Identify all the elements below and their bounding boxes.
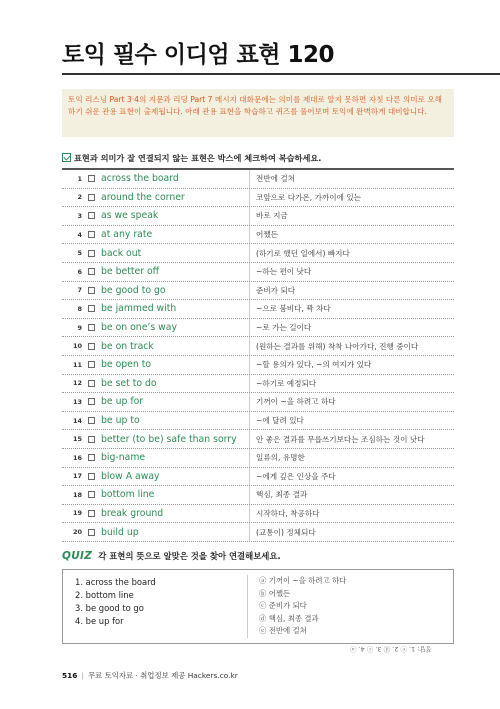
idiom-table [62, 168, 454, 542]
column-divider [249, 468, 250, 486]
review-checkbox[interactable] [88, 324, 95, 331]
row-number: 16 [72, 453, 82, 462]
review-checkbox[interactable] [88, 194, 95, 201]
row-number: 13 [72, 397, 82, 406]
quiz-questions [75, 576, 156, 628]
idiom-term: be up for [101, 396, 144, 408]
review-checkbox[interactable] [88, 212, 95, 219]
quiz-question: 3. be good to go [75, 603, 144, 613]
review-checkbox[interactable] [88, 175, 95, 182]
idiom-term: be open to [101, 359, 152, 371]
quiz-answer: 정답: 1. ⓔ 2. ⓓ 3. ⓒ 4. ⓐ [350, 645, 433, 653]
review-checkbox[interactable] [88, 529, 95, 536]
table-row [62, 412, 454, 431]
row-number: 7 [77, 286, 82, 295]
quiz-option: ⓒ 준비가 되다 [259, 601, 307, 610]
table-row [62, 263, 454, 282]
idiom-term: as we speak [101, 210, 159, 222]
column-divider [249, 375, 250, 393]
quiz-options [259, 575, 346, 638]
row-number: 17 [72, 472, 82, 481]
table-row [62, 319, 454, 338]
column-divider [249, 393, 250, 411]
quiz-question: 4. be up for [75, 616, 124, 626]
quiz-option: ⓐ 기꺼이 ~을 하려고 하다 [259, 576, 347, 585]
review-checkbox[interactable] [88, 417, 95, 424]
idiom-meaning: ~에게 깊은 인상을 주다 [256, 471, 336, 481]
title-divider [62, 73, 500, 75]
review-checkbox[interactable] [88, 287, 95, 294]
column-divider [249, 282, 250, 300]
review-checkbox[interactable] [88, 398, 95, 405]
quiz-box [62, 569, 454, 644]
idiom-term: be set to do [101, 377, 157, 389]
review-checkbox[interactable] [88, 250, 95, 257]
idiom-meaning: 시작하다, 착공하다 [256, 508, 320, 518]
quiz-label: QUIZ [62, 550, 93, 562]
column-divider [249, 337, 250, 355]
table-row [62, 356, 454, 375]
table-row [62, 505, 454, 524]
review-checkbox[interactable] [88, 510, 95, 517]
idiom-term: be on one’s way [101, 322, 177, 334]
quiz-heading [62, 550, 281, 562]
table-row [62, 449, 454, 468]
idiom-meaning: 일류의, 유명한 [256, 453, 305, 463]
column-divider [249, 300, 250, 318]
row-number: 1 [77, 174, 82, 183]
table-row [62, 244, 454, 263]
idiom-meaning: ~로 가는 길이다 [256, 323, 312, 333]
review-checkbox[interactable] [88, 361, 95, 368]
idiom-term: be jammed with [101, 303, 177, 315]
row-number: 14 [72, 416, 82, 425]
review-checkbox[interactable] [88, 491, 95, 498]
column-divider [249, 170, 250, 188]
row-number: 20 [72, 528, 82, 537]
table-row [62, 300, 454, 319]
table-row [62, 170, 454, 189]
idiom-meaning: ~하는 편이 낫다 [256, 267, 312, 277]
quiz-option: ⓓ 핵심, 최종 결과 [259, 613, 319, 623]
idiom-term: build up [101, 526, 139, 538]
idiom-term: back out [101, 247, 142, 259]
idiom-term: be up to [101, 415, 140, 427]
row-number: 2 [77, 193, 82, 202]
table-row [62, 226, 454, 245]
quiz-question: 2. bottom line [75, 590, 134, 600]
intro-box: 토익 리스닝 Part 3·4의 지문과 리딩 Part 7 메시지 대화문에는 의미를 제대로 알지 못하면 자칫 다른 의미로 오해하기 쉬운 관용 표현이 출제됩니다. 아래 관용 표현을 학습하고 퀴즈를 풀어보며 토익에 완벽하게 대비합니다. [62, 89, 454, 137]
column-divider [249, 486, 250, 504]
column-divider [249, 430, 250, 448]
table-row [62, 486, 454, 505]
column-divider [249, 356, 250, 374]
quiz-divider [247, 575, 248, 638]
column-divider [249, 412, 250, 430]
column-divider [249, 189, 250, 207]
idiom-term: break ground [101, 507, 164, 519]
idiom-meaning: 안 좋은 결과를 무릅쓰기보다는 조심하는 것이 낫다 [256, 434, 425, 444]
table-row [62, 282, 454, 301]
row-number: 3 [77, 211, 82, 220]
idiom-meaning: 전반에 걸쳐 [256, 174, 296, 184]
instruction [62, 153, 321, 164]
review-checkbox[interactable] [88, 454, 95, 461]
idiom-meaning: (하기로 했던 일에서) 빠지다 [256, 248, 350, 258]
idiom-meaning: 핵심, 최종 결과 [256, 490, 308, 500]
column-divider [249, 449, 250, 467]
row-number: 10 [72, 342, 82, 351]
idiom-term: across the board [101, 173, 179, 185]
idiom-meaning: 기꺼이 ~을 하려고 하다 [256, 397, 336, 407]
table-row [62, 189, 454, 208]
review-checkbox[interactable] [88, 473, 95, 480]
review-checkbox[interactable] [88, 343, 95, 350]
review-checkbox[interactable] [88, 436, 95, 443]
idiom-meaning: (원하는 결과를 위해) 착착 나아가다, 진행 중이다 [256, 341, 419, 351]
column-divider [249, 226, 250, 244]
idiom-meaning: 바로 지금 [256, 211, 288, 221]
row-number: 11 [72, 360, 82, 369]
table-row [62, 375, 454, 394]
checkbox-checked-icon [62, 153, 71, 162]
table-row [62, 393, 454, 412]
idiom-meaning: ~할 용의가 있다, ~의 여지가 있다 [256, 360, 372, 370]
quiz-question: 1. across the board [75, 577, 156, 587]
table-row [62, 468, 454, 487]
idiom-term: bottom line [101, 489, 155, 501]
idiom-meaning: 어쨌든 [256, 230, 279, 240]
page-footer [62, 670, 238, 681]
row-number: 5 [77, 249, 82, 258]
column-divider [249, 244, 250, 262]
idiom-term: blow A away [101, 470, 160, 482]
review-checkbox[interactable] [88, 380, 95, 387]
column-divider [249, 505, 250, 523]
row-number: 4 [77, 230, 82, 239]
column-divider [249, 523, 250, 541]
idiom-meaning: (교통이) 정체되다 [256, 527, 316, 537]
row-number: 15 [72, 435, 82, 444]
idiom-meaning: 코앞으로 다가온, 가까이에 있는 [256, 192, 362, 202]
column-divider [249, 207, 250, 225]
idiom-term: big-name [101, 452, 146, 464]
idiom-meaning: ~에 달려 있다 [256, 416, 304, 426]
idiom-term: be good to go [101, 284, 166, 296]
review-checkbox[interactable] [88, 231, 95, 238]
review-checkbox[interactable] [88, 268, 95, 275]
page-number: 516 [62, 671, 78, 680]
idiom-term: around the corner [101, 191, 185, 203]
idiom-term: be better off [101, 266, 160, 278]
idiom-term: better (to be) safe than sorry [101, 433, 237, 445]
quiz-instruction: 각 표현의 뜻으로 알맞은 것을 찾아 연결해보세요. [98, 551, 281, 561]
row-number: 12 [72, 379, 82, 388]
idiom-meaning: ~으로 붐비다, 꽉 차다 [256, 304, 331, 314]
idiom-meaning: ~하기로 예정되다 [256, 378, 317, 388]
quiz-option: ⓔ 전반에 걸쳐 [259, 626, 307, 635]
footer-text: 무료 토익자료 · 취업정보 제공 Hackers.co.kr [87, 671, 238, 680]
review-checkbox[interactable] [88, 305, 95, 312]
idiom-meaning: 준비가 되다 [256, 285, 296, 295]
instruction-text: 표현과 의미가 잘 연결되지 않는 표현은 박스에 체크하여 복습하세요. [74, 153, 322, 163]
column-divider [249, 319, 250, 337]
table-row [62, 430, 454, 449]
row-number: 18 [72, 490, 82, 499]
row-number: 19 [72, 509, 82, 518]
quiz-option: ⓑ 어쨌든 [259, 588, 291, 598]
column-divider [249, 263, 250, 281]
row-number: 6 [77, 267, 82, 276]
row-number: 8 [77, 304, 82, 313]
footer-separator: | [81, 671, 84, 680]
idiom-term: at any rate [101, 229, 153, 241]
table-row [62, 337, 454, 356]
idiom-term: be on track [101, 340, 154, 352]
table-row [62, 523, 454, 542]
page-title: 토익 필수 이디엄 표현 120 [62, 42, 335, 68]
table-row [62, 207, 454, 226]
row-number: 9 [77, 323, 82, 332]
